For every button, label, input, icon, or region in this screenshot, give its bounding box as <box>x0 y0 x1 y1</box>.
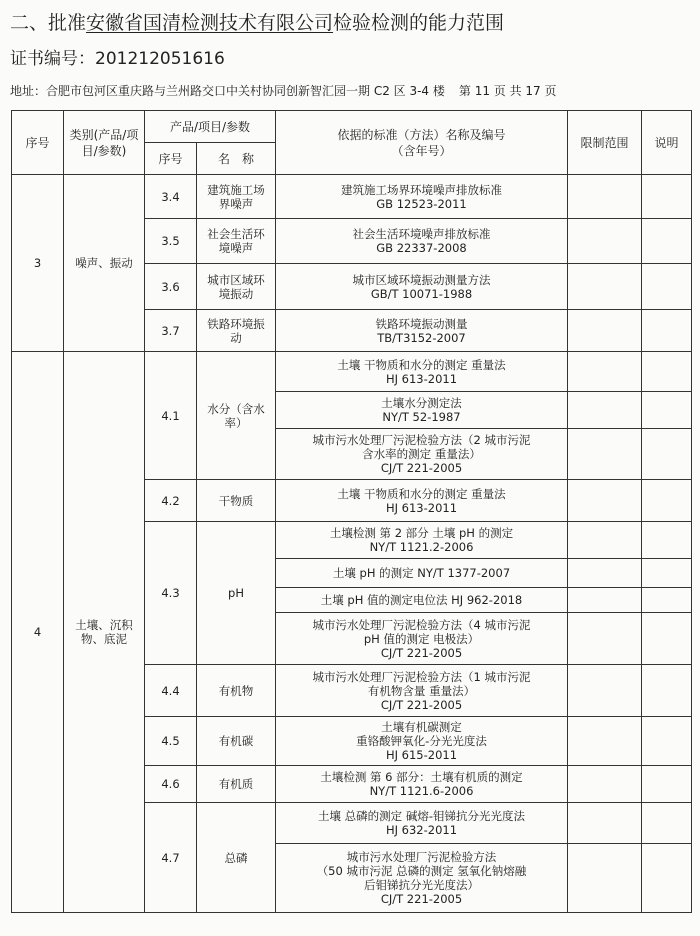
limit-cell <box>568 844 642 913</box>
item-number: 3.7 <box>145 310 197 352</box>
standard-line: CJ/T 221-2005 <box>380 892 463 906</box>
item-number: 3.5 <box>145 219 197 264</box>
limit-cell <box>568 588 642 613</box>
note-cell <box>642 665 692 717</box>
standard-line: 土壤 干物质和水分的测定 重量法 <box>337 486 506 501</box>
item-name: 有机质 <box>197 766 276 803</box>
note-cell <box>642 392 692 429</box>
standard-line: GB/T 10071-1988 <box>370 286 473 301</box>
standard-line: CJ/T 221-2005 <box>380 697 463 712</box>
note-cell <box>642 717 692 766</box>
standard-reference <box>276 844 568 913</box>
standard-line: CJ/T 221-2005 <box>380 461 463 475</box>
note-cell <box>642 352 692 392</box>
standard-line: 城市污水处理厂污泥检验方法（2 城市污泥 <box>312 433 531 447</box>
standard-line: 土壤检测 第 2 部分 土壤 pH 的测定 <box>329 526 514 540</box>
standard-line: CJ/T 221-2005 <box>380 645 463 660</box>
standard-line: TB/T3152-2007 <box>377 330 466 345</box>
standard-line: 城市污水处理厂污泥检验方法（1 城市污泥 <box>312 669 531 684</box>
item-name: 有机碳 <box>197 717 276 766</box>
note-cell <box>642 219 692 264</box>
header-category: 类别(产品/项目/参数) <box>64 111 145 175</box>
standard-line: 后钼锑抗分光光度法） <box>364 878 479 892</box>
header-standard: 依据的标准（方法）名称及编号（含年号） <box>276 111 568 175</box>
standard-reference <box>276 429 568 480</box>
note-cell <box>642 844 692 913</box>
page-info: 第 11 页 共 17 页 <box>458 84 557 98</box>
header-limit: 限制范围 <box>568 111 642 175</box>
item-name: 水分（含水率） <box>197 352 276 480</box>
cert-label: 证书编号： <box>10 49 95 69</box>
capability-table <box>11 110 692 913</box>
standard-line: 土壤 干物质和水分的测定 重量法 <box>337 357 506 372</box>
standard-line: GB 12523-2011 <box>376 196 467 211</box>
standard-line: HJ 613-2011 <box>385 371 458 386</box>
standard-reference <box>276 803 568 844</box>
note-cell <box>642 175 692 219</box>
standard-line: HJ 632-2011 <box>385 823 458 837</box>
header-name: 名 称 <box>197 143 276 175</box>
standard-reference <box>276 766 568 803</box>
standard-line: GB 22337-2008 <box>376 241 467 255</box>
note-cell <box>642 588 692 613</box>
standard-line: 土壤 pH 值的测定电位法 HJ 962-2018 <box>320 593 523 607</box>
item-name: 建筑施工场界噪声 <box>197 175 276 219</box>
limit-cell <box>568 559 642 588</box>
note-cell <box>642 480 692 522</box>
standard-line: 铁路环境振动测量 <box>375 316 468 331</box>
title-suffix: 检验检测的能力范围 <box>333 12 505 34</box>
item-number: 4.6 <box>145 766 197 803</box>
standard-reference <box>276 522 568 559</box>
standard-reference <box>276 392 568 429</box>
item-name: 城市区域环境振动 <box>197 264 276 310</box>
note-cell <box>642 803 692 844</box>
standard-reference <box>276 352 568 392</box>
group-category: 土壤、沉积物、底泥 <box>64 352 145 913</box>
limit-cell <box>568 613 642 665</box>
table-body <box>12 175 692 913</box>
standard-line: 有机物含量 重量法） <box>367 683 476 698</box>
standard-line: 土壤 pH 的测定 NY/T 1377-2007 <box>332 566 511 580</box>
limit-cell <box>568 480 642 522</box>
item-name: 干物质 <box>197 480 276 522</box>
standard-line: pH 值的测定 电极法） <box>363 631 480 646</box>
table-row <box>12 352 692 392</box>
header-note: 说明 <box>642 111 692 175</box>
standard-reference <box>276 219 568 264</box>
standard-line: 土壤水分测定法 <box>381 396 462 410</box>
limit-cell <box>568 665 642 717</box>
standard-line: 城市污水处理厂污泥检验方法 <box>346 850 497 864</box>
standard-line: HJ 615-2011 <box>385 748 458 762</box>
cert-value: 201212051616 <box>95 49 225 69</box>
standard-line: 城市污水处理厂污泥检验方法（4 城市污泥 <box>312 617 531 632</box>
group-category: 噪声、振动 <box>64 175 145 352</box>
item-name: 社会生活环境噪声 <box>197 219 276 264</box>
item-name: pH <box>197 522 276 665</box>
standard-line: 土壤 总磷的测定 碱熔-钼锑抗分光光度法 <box>318 809 525 823</box>
note-cell <box>642 310 692 352</box>
item-number: 4.4 <box>145 665 197 717</box>
standard-reference <box>276 175 568 219</box>
limit-cell <box>568 392 642 429</box>
standard-reference <box>276 264 568 310</box>
note-cell <box>642 559 692 588</box>
limit-cell <box>568 264 642 310</box>
standard-reference <box>276 480 568 522</box>
group-seq: 4 <box>12 352 64 913</box>
standard-reference <box>276 665 568 717</box>
standard-line: HJ 613-2011 <box>385 500 458 515</box>
standard-line: 重铬酸钾氧化-分光光度法 <box>356 734 487 748</box>
standard-line: 社会生活环境噪声排放标准 <box>352 227 491 241</box>
header-product-item: 产品/项目/参数 <box>145 111 276 143</box>
standard-reference <box>276 559 568 588</box>
item-number: 3.6 <box>145 264 197 310</box>
limit-cell <box>568 803 642 844</box>
item-name: 有机物 <box>197 665 276 717</box>
standard-line: 建筑施工场界环境噪声排放标准 <box>341 182 502 197</box>
standard-line: NY/T 1121.6-2006 <box>369 784 474 798</box>
group-seq: 3 <box>12 175 64 352</box>
standard-line: NY/T 1121.2-2006 <box>369 540 474 554</box>
certificate-number <box>10 47 225 71</box>
note-cell <box>642 613 692 665</box>
standard-reference <box>276 717 568 766</box>
note-cell <box>642 766 692 803</box>
limit-cell <box>568 522 642 559</box>
item-name: 总磷 <box>197 803 276 913</box>
note-cell <box>642 522 692 559</box>
limit-cell <box>568 352 642 392</box>
standard-line: 土壤检测 第 6 部分：土壤有机质的测定 <box>320 770 523 784</box>
note-cell <box>642 429 692 480</box>
title-prefix: 二、批准 <box>10 12 87 34</box>
address-line <box>10 83 700 99</box>
item-number: 4.1 <box>145 352 197 480</box>
standard-line: （50 城市污泥 总磷的测定 氢氧化钠熔融 <box>316 864 527 878</box>
standard-reference <box>276 588 568 613</box>
header-sub-seq: 序号 <box>145 143 197 175</box>
item-number: 4.5 <box>145 717 197 766</box>
standard-reference <box>276 310 568 352</box>
item-name: 铁路环境振动 <box>197 310 276 352</box>
address-text: 地址：合肥市包河区重庆路与兰州路交口中关村协同创新智汇园一期 C2 区 3-4 楼 <box>10 84 445 98</box>
item-number: 4.7 <box>145 803 197 913</box>
item-number: 4.3 <box>145 522 197 665</box>
item-number: 4.2 <box>145 480 197 522</box>
limit-cell <box>568 219 642 264</box>
limit-cell <box>568 175 642 219</box>
standard-line: 含水率的测定 重量法） <box>362 447 481 461</box>
limit-cell <box>568 717 642 766</box>
company-name: 安徽省国清检测技术有限公司 <box>86 12 334 34</box>
limit-cell <box>568 310 642 352</box>
limit-cell <box>568 766 642 803</box>
page-title <box>10 10 700 36</box>
item-number: 3.4 <box>145 175 197 219</box>
header-seq: 序号 <box>12 111 64 175</box>
standard-reference <box>276 613 568 665</box>
note-cell <box>642 264 692 310</box>
standard-line: NY/T 52-1987 <box>382 410 461 424</box>
limit-cell <box>568 429 642 480</box>
standard-line: 土壤有机碳测定 <box>381 720 462 734</box>
table-row <box>12 175 692 219</box>
standard-line: 城市区域环境振动测量方法 <box>352 272 491 287</box>
